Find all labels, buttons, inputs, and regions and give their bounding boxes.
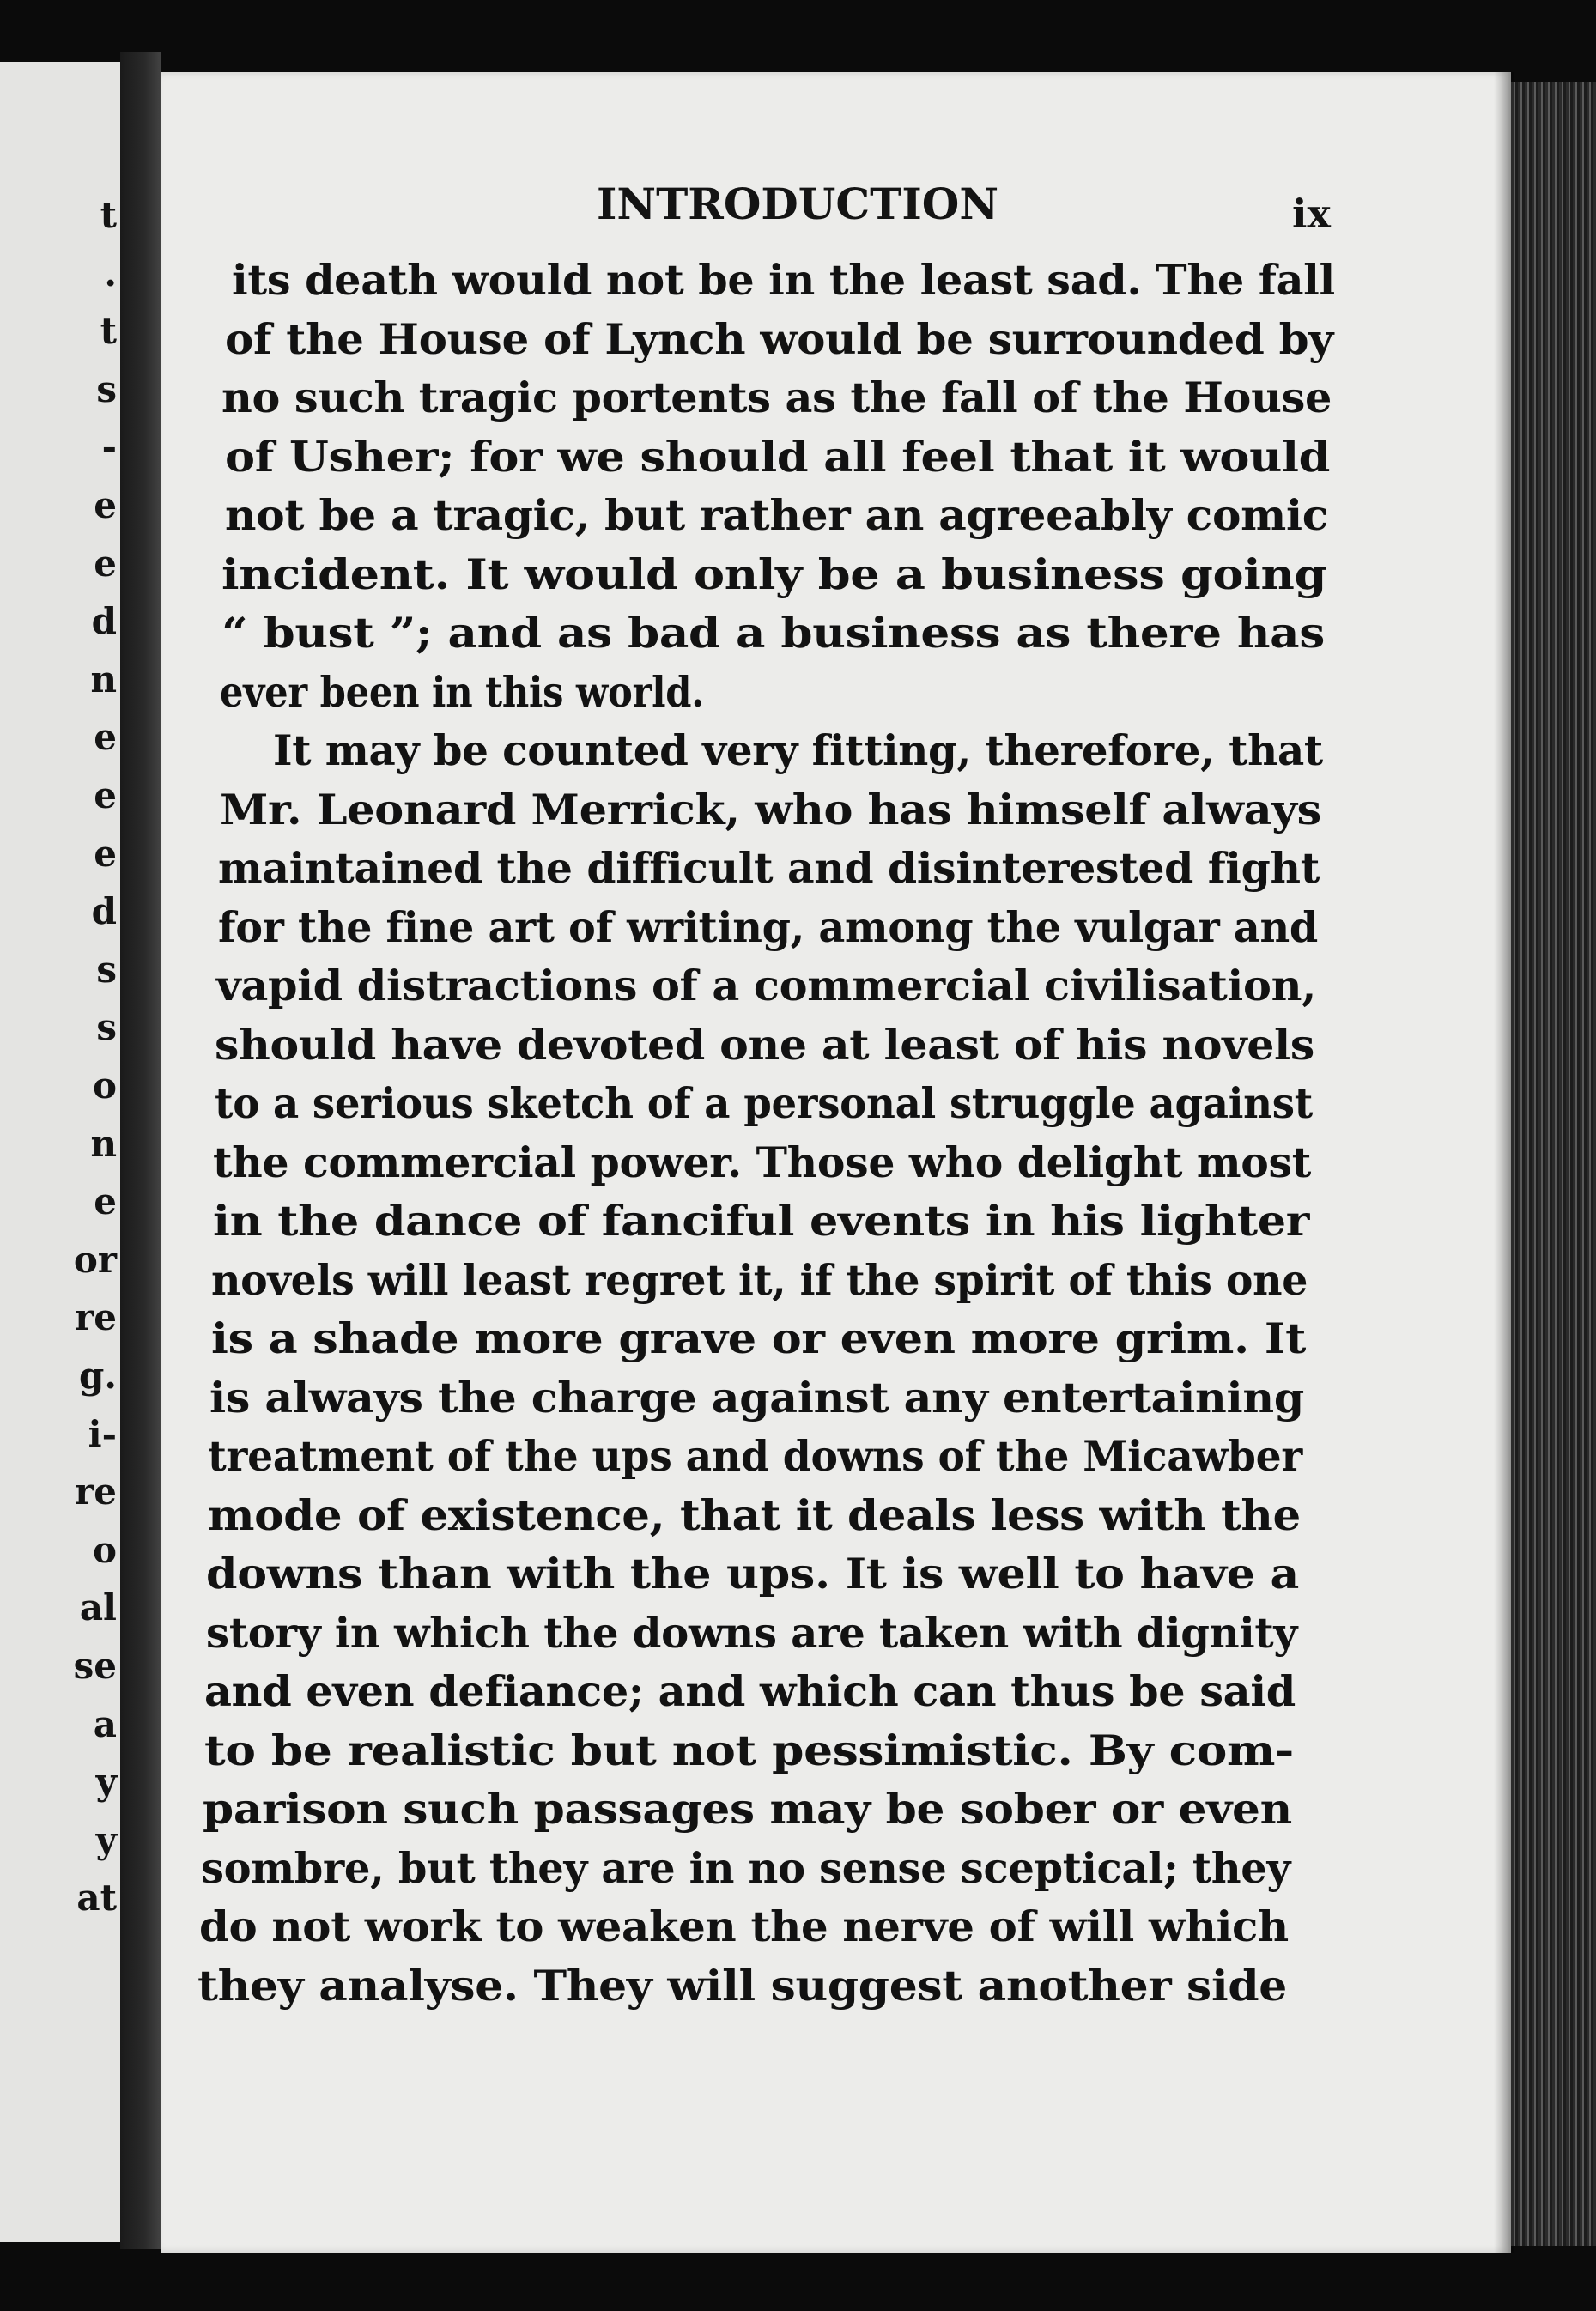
- facing-page-fragment: e: [94, 1180, 117, 1223]
- facing-page-fragment: i-: [88, 1412, 117, 1455]
- facing-page-fragment: s: [96, 1006, 117, 1049]
- facing-page-fragment: at: [76, 1877, 117, 1920]
- text-line: its death would not be in the least sad. The fall: [232, 255, 1335, 305]
- facing-page-fragment: a: [93, 1702, 117, 1745]
- text-line: downs than with the ups. It is well to have a: [206, 1549, 1299, 1598]
- text-line: not be a tragic, but rather an agreeably comic: [225, 490, 1329, 540]
- page-edges: [1511, 82, 1596, 2246]
- facing-page-fragment: y: [95, 1818, 117, 1861]
- facing-page-fragment: n: [90, 1122, 117, 1165]
- text-line: do not work to weaken the nerve of will which: [199, 1902, 1289, 1951]
- text-line: they analyse. They will suggest another side: [197, 1960, 1287, 2011]
- facing-page-fragment: s: [96, 367, 117, 410]
- facing-page-fragment: y: [95, 1761, 117, 1804]
- text-line: treatment of the ups and downs of the Micawber: [208, 1431, 1302, 1481]
- text-line: the commercial power. Those who delight most: [213, 1137, 1312, 1187]
- facing-page-strip: [0, 62, 120, 2242]
- text-line: of the House of Lynch would be surrounded by: [225, 313, 1333, 364]
- facing-page-fragment: se: [73, 1645, 117, 1687]
- facing-page-fragment: or: [73, 1238, 117, 1281]
- facing-page-fragment: re: [75, 1296, 117, 1339]
- facing-page-fragment: d: [91, 890, 117, 933]
- text-line: no such tragic portents as the fall of the House: [221, 373, 1332, 422]
- text-line: in the dance of fanciful events in his lighter: [213, 1196, 1309, 1246]
- facing-page-fragment: e: [94, 716, 117, 759]
- facing-page-fragment: re: [75, 1471, 117, 1513]
- running-title: INTRODUCTION: [597, 179, 999, 229]
- facing-page-fragment: e: [94, 774, 117, 816]
- text-line: novels will least regret it, if the spirit of this one: [211, 1254, 1308, 1305]
- text-line: Mr. Leonard Merrick, who has himself always: [220, 784, 1321, 834]
- text-line: parison such passages may be sober or even: [203, 1784, 1292, 1834]
- page-number: ix: [1292, 191, 1331, 237]
- text-line: should have devoted one at least of his novels: [215, 1019, 1314, 1070]
- text-line: maintained the difficult and disinterested fight: [218, 843, 1320, 893]
- facing-page-fragment: n: [90, 658, 117, 701]
- text-line: and even defiance; and which can thus be said: [204, 1666, 1296, 1716]
- facing-page-fragment: t: [100, 310, 117, 353]
- facing-page-fragment: e: [94, 832, 117, 875]
- text-line: story in which the downs are taken with dignity: [206, 1607, 1298, 1658]
- text-line: for the fine art of writing, among the vulgar and: [218, 901, 1318, 952]
- text-line: of Usher; for we should all feel that it would: [225, 431, 1331, 482]
- facing-page-fragment: e: [94, 484, 117, 526]
- text-line: is a shade more grave or even more grim. It: [211, 1313, 1307, 1363]
- text-line: mode of existence, that it deals less with the: [208, 1489, 1302, 1540]
- facing-page-fragment: g.: [79, 1355, 117, 1397]
- text-line: vapid distractions of a commercial civilisation,: [216, 961, 1317, 1010]
- facing-page-fragment: e: [94, 542, 117, 585]
- text-line: incident. It would only be a business going: [221, 549, 1327, 599]
- text-line: to be realistic but not pessimistic. By com-: [204, 1725, 1295, 1775]
- facing-page-fragment: t: [100, 194, 117, 236]
- book-gutter: [120, 52, 161, 2249]
- text-line: “ bust ”; and as bad a business as there has: [221, 608, 1325, 658]
- facing-page-fragment: s: [96, 948, 117, 991]
- facing-page-fragment: o: [92, 1065, 117, 1107]
- facing-page-fragment: o: [92, 1528, 117, 1571]
- facing-page-fragment: al: [79, 1586, 117, 1629]
- text-line: to a serious sketch of a personal struggle against: [215, 1078, 1314, 1128]
- text-line: sombre, but they are in no sense sceptical; they: [201, 1842, 1290, 1893]
- facing-page-fragment: -: [101, 426, 117, 469]
- text-line: ever been in this world.: [220, 666, 704, 717]
- facing-page-fragment: d: [91, 600, 117, 643]
- text-line: is always the charge against any entertaining: [209, 1372, 1304, 1422]
- running-head: [0, 179, 1596, 239]
- facing-page-fragment: .: [104, 252, 117, 294]
- text-line: It may be counted very fitting, therefore, that: [273, 725, 1323, 775]
